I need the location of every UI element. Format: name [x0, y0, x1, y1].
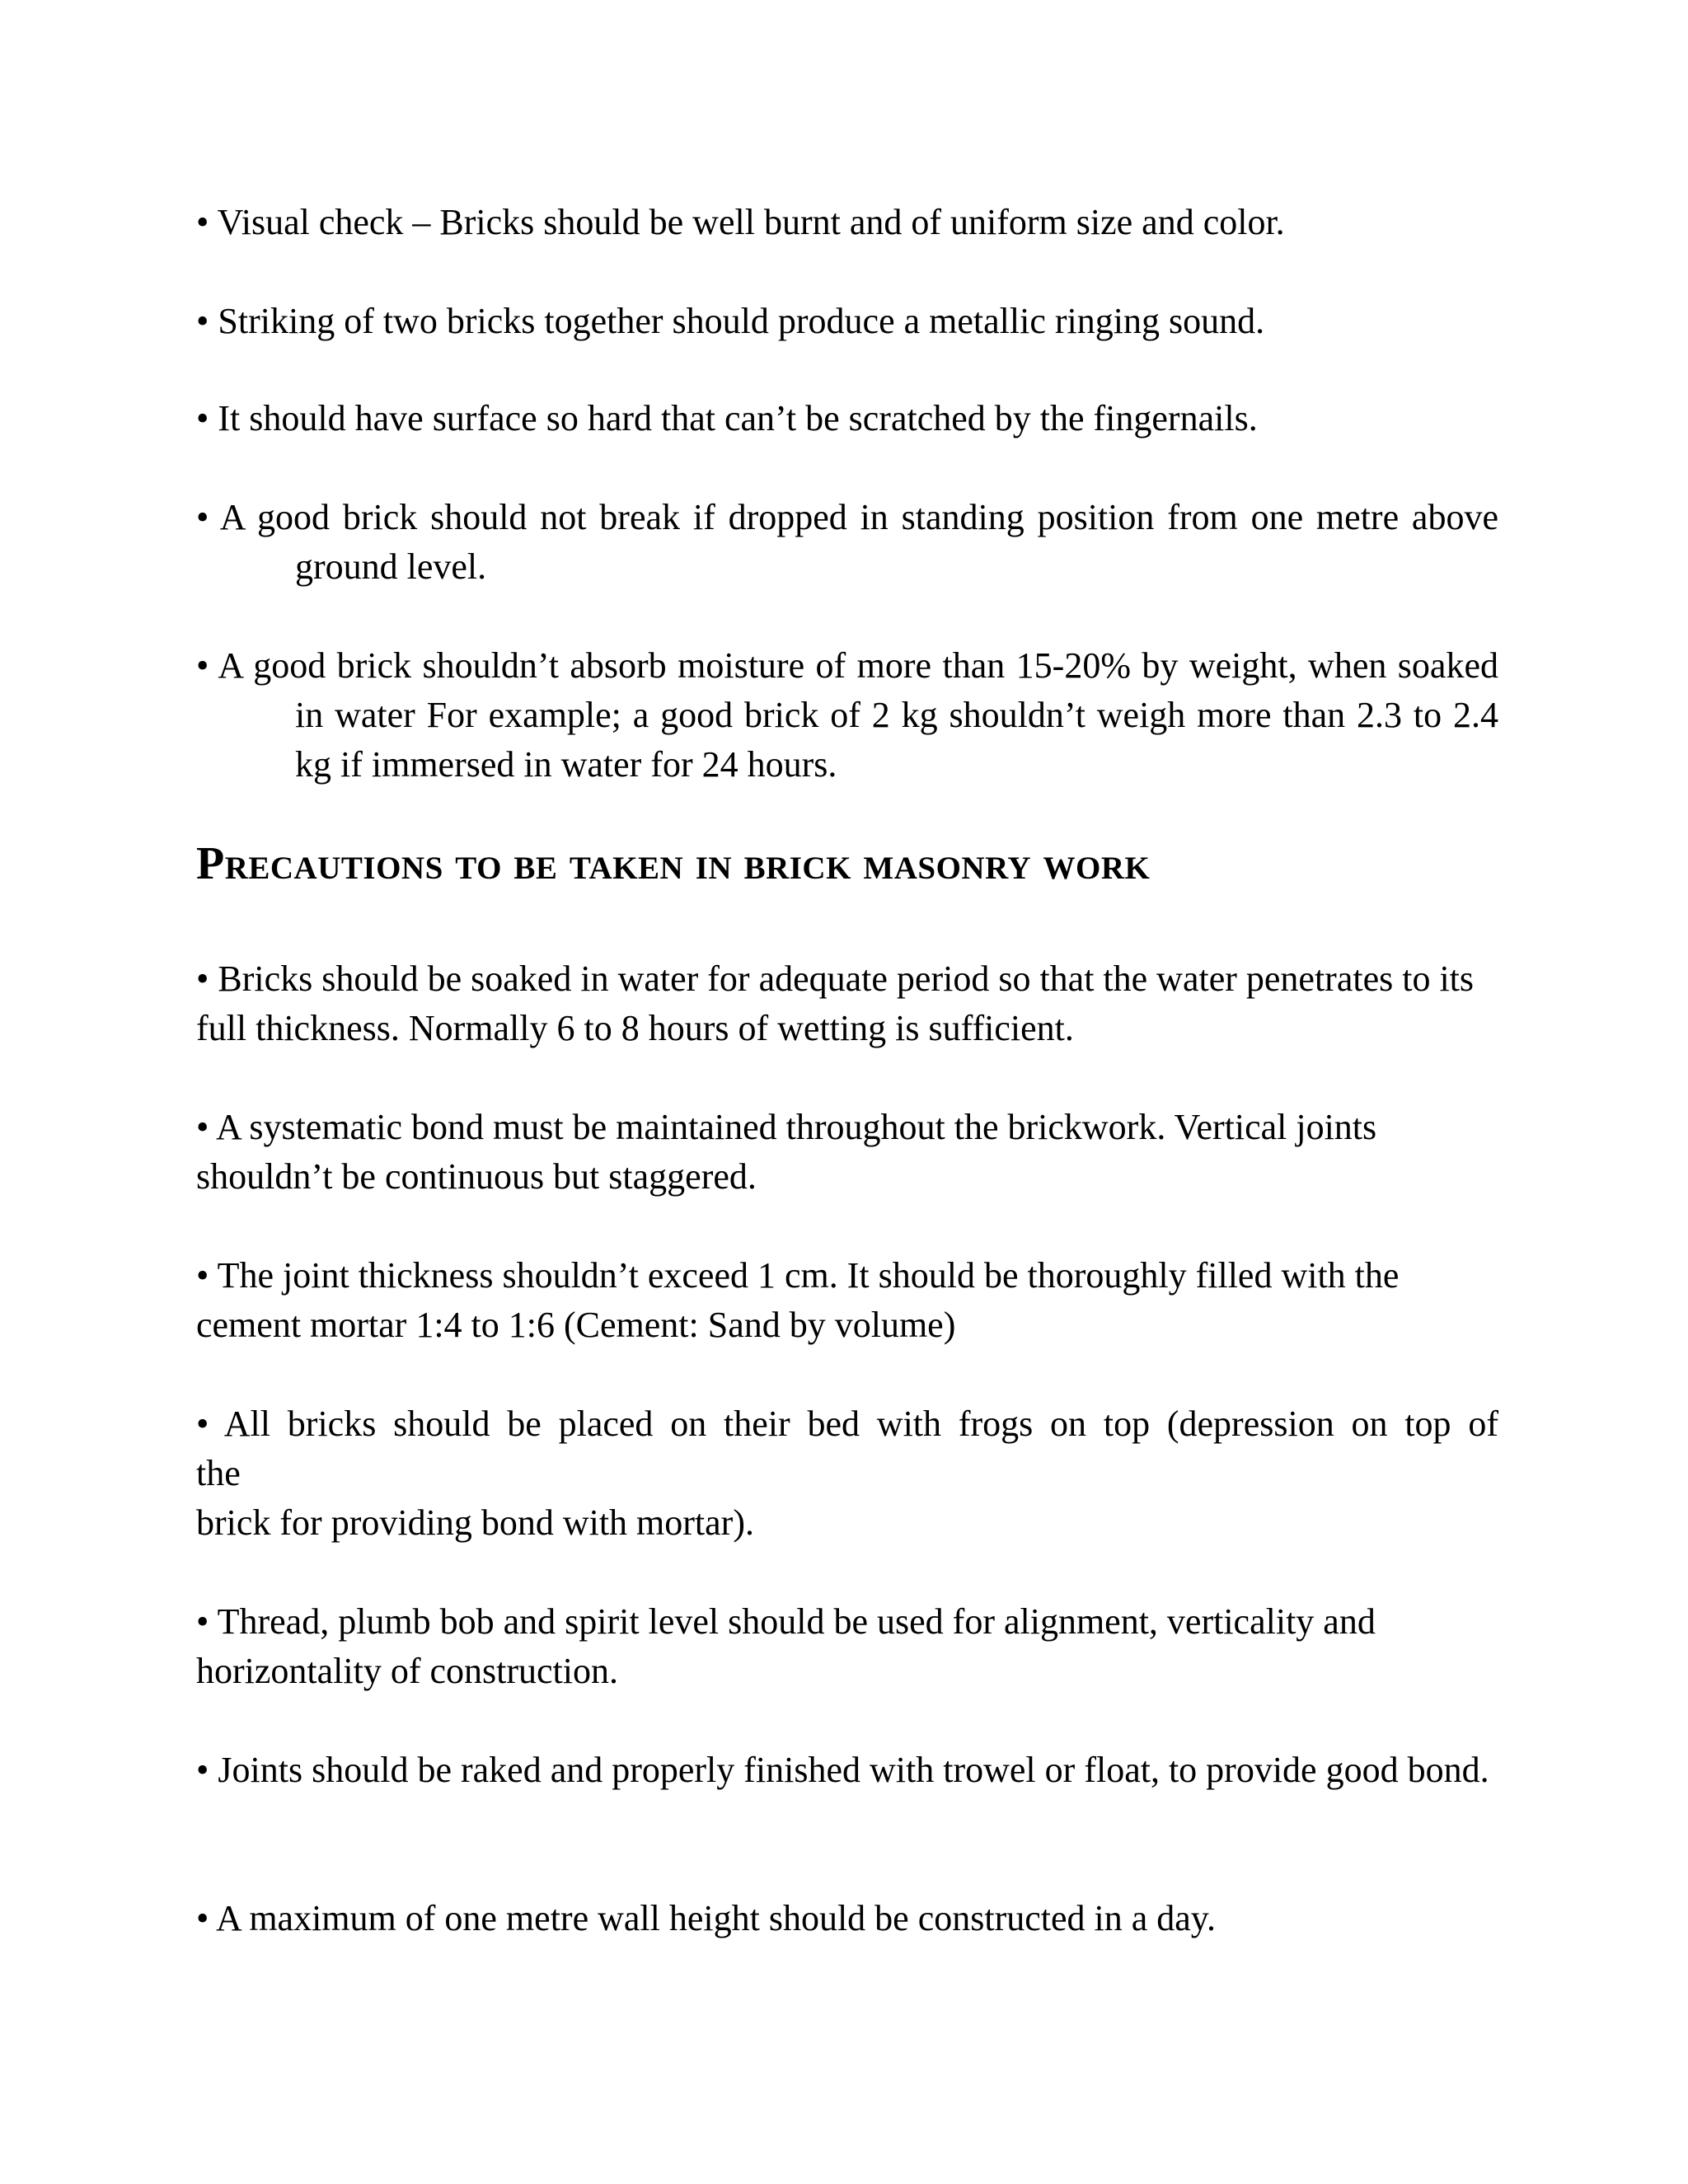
precaution-joints-raked: • Joints should be raked and properly finished with trowel or float, to provide good bond.	[196, 1750, 1489, 1790]
precaution-wall-height: • A maximum of one metre wall height should be constructed in a day.	[196, 1898, 1216, 1938]
precaution-frogs-line-3: brick for providing bond with mortar).	[196, 1502, 754, 1543]
check-item-absorption: • A good brick shouldn’t absorb moisture of more than 15-20% by weight, when soaked in water For example; a good brick of 2 kg shouldn’t weigh more than 2.3 to 2.4 kg if immersed in water for 24 hours.	[196, 645, 1498, 785]
check-item-drop-test: • A good brick should not break if dropped in standing position from one metre above ground level.	[196, 497, 1498, 587]
precaution-alignment: • Thread, plumb bob and spirit level should be used for alignment, verticality and horizontality of construction.	[196, 1601, 1376, 1691]
precaution-frogs-line-2: the	[196, 1453, 241, 1493]
precaution-frogs-line-1: • All bricks should be placed on their bed with frogs on top (depression on top of	[196, 1404, 1498, 1444]
precaution-bond: • A systematic bond must be maintained throughout the brickwork. Vertical joints shouldn’t be continuous but staggered.	[196, 1107, 1377, 1197]
precaution-frogs	[196, 1399, 1498, 1548]
section-heading: Precautions to be taken in brick masonry work	[196, 838, 1151, 889]
check-item-hardness: • It should have surface so hard that can’t be scratched by the fingernails.	[196, 398, 1258, 438]
precaution-soaking: • Bricks should be soaked in water for adequate period so that the water penetrates to its full thickness. Normally 6 to 8 hours of wetting is sufficient.	[196, 958, 1475, 1048]
precaution-joint-thickness: • The joint thickness shouldn’t exceed 1 cm. It should be thoroughly filled with the cement mortar 1:4 to 1:6 (Cement: Sand by volume)	[196, 1255, 1400, 1345]
check-item-visual: • Visual check – Bricks should be well burnt and of uniform size and color.	[196, 202, 1285, 242]
check-item-ringing-sound: • Striking of two bricks together should produce a metallic ringing sound.	[196, 301, 1265, 341]
